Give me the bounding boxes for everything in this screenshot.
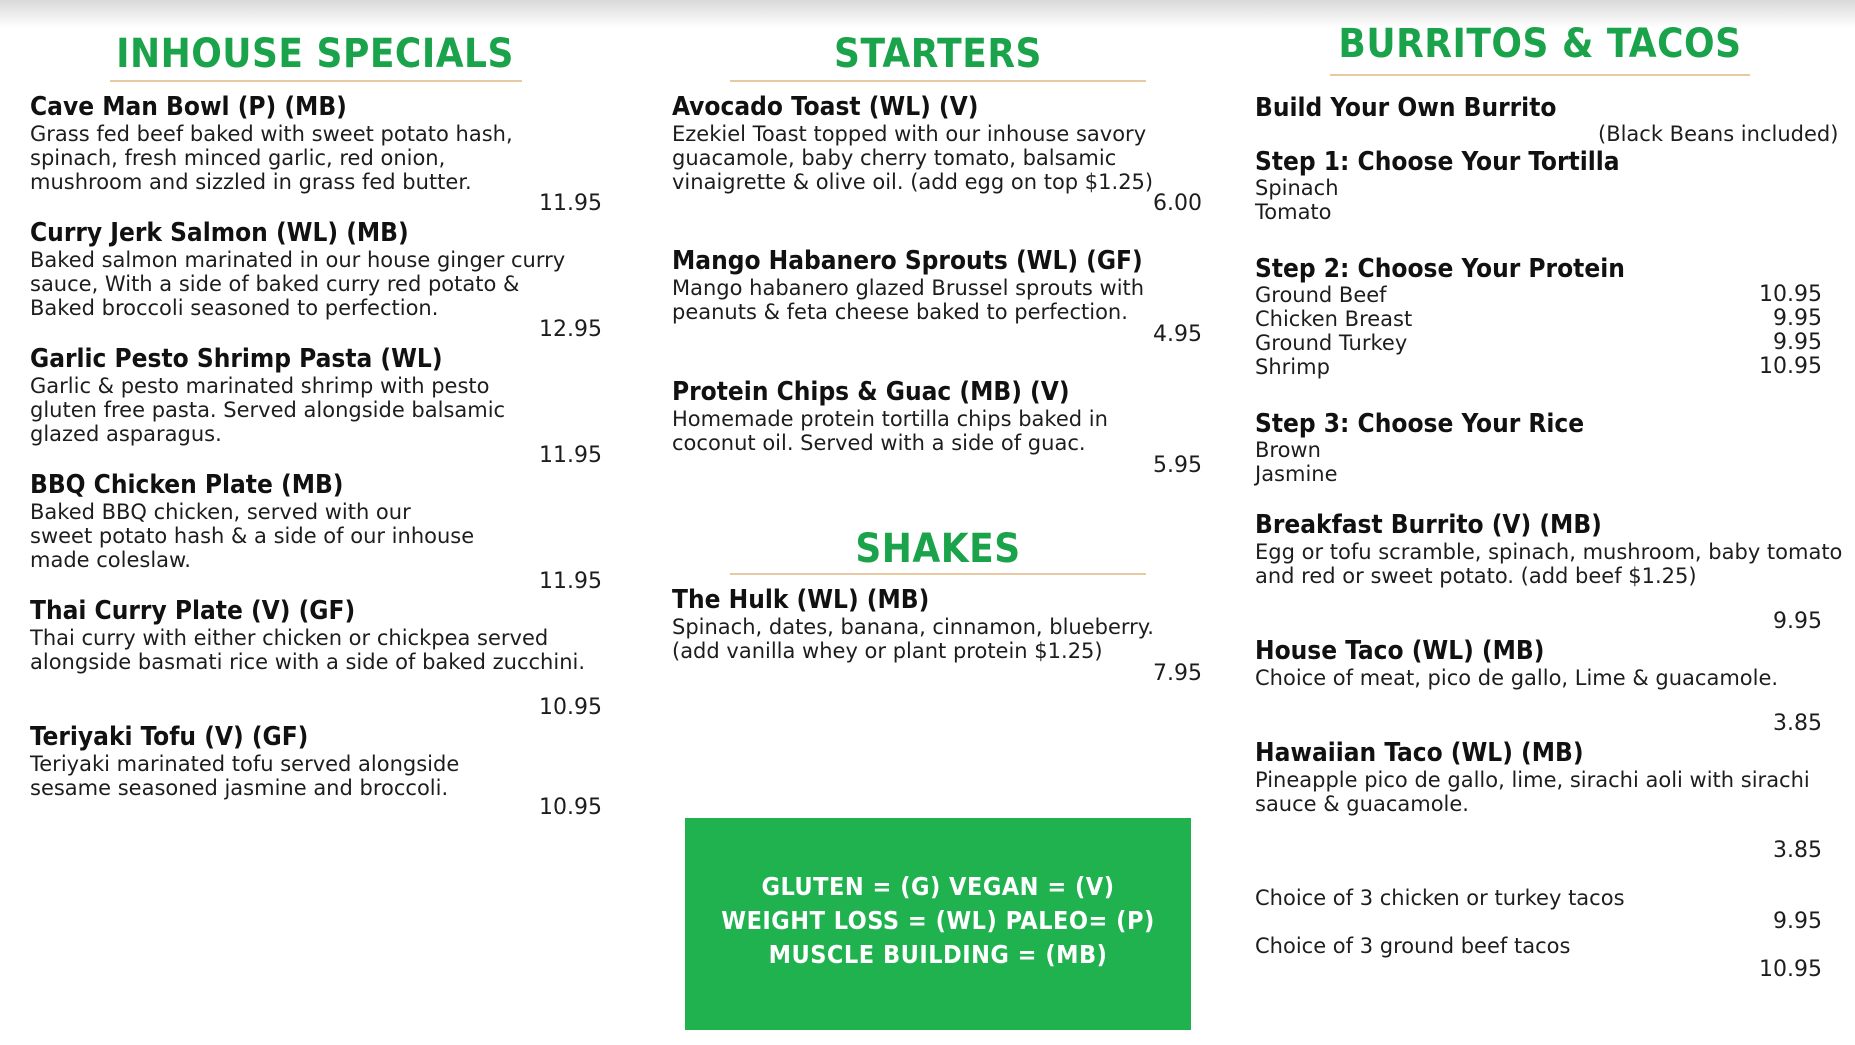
item-price: 11.95 <box>539 569 602 594</box>
menu-item-mango-habanero-sprouts <box>672 246 1144 324</box>
item-description: Teriyaki marinated tofu served alongside sesame seasoned jasmine and broccoli. <box>30 752 460 800</box>
menu-item-garlic-pesto-shrimp-pasta <box>30 344 505 446</box>
starters-heading: STARTERS <box>834 31 1042 77</box>
item-price: 12.95 <box>539 317 602 342</box>
item-price: 11.95 <box>539 191 602 216</box>
item-price: 6.00 <box>1153 191 1202 216</box>
combo-ground-beef-tacos: Choice of 3 ground beef tacos <box>1255 934 1571 958</box>
rice-option-brown: Brown <box>1255 438 1321 462</box>
inhouse-specials-rule <box>110 80 522 82</box>
menu-item-avocado-toast <box>672 92 1153 194</box>
menu-item-the-hulk <box>672 585 1154 663</box>
protein-price-ground-beef: 10.95 <box>1759 282 1822 307</box>
step-1-title: Step 1: Choose Your Tortilla <box>1255 147 1620 177</box>
menu-item-teriyaki-tofu <box>30 722 459 800</box>
tortilla-option-tomato: Tomato <box>1255 200 1332 224</box>
menu-item-cave-man-bowl <box>30 92 513 194</box>
item-description: Thai curry with either chicken or chickpea served alongside basmati rice with a side of baked zucchini. <box>30 626 586 674</box>
item-description: Egg or tofu scramble, spinach, mushroom, baby tomato and red or sweet potato. (add beef $1.25) <box>1255 540 1843 588</box>
protein-option-chicken-breast: Chicken Breast <box>1255 307 1413 331</box>
item-name: Hawaiian Taco (WL) (MB) <box>1255 738 1584 768</box>
item-description: Choice of meat, pico de gallo, Lime & guacamole. <box>1255 666 1779 690</box>
starters-rule <box>730 80 1146 82</box>
item-name: The Hulk (WL) (MB) <box>672 585 930 615</box>
protein-price-chicken-breast: 9.95 <box>1773 306 1822 331</box>
item-name: House Taco (WL) (MB) <box>1255 636 1545 666</box>
step-3-title: Step 3: Choose Your Rice <box>1255 409 1585 439</box>
legend-line-2: WEIGHT LOSS = (WL) PALEO= (P) <box>721 906 1155 935</box>
rice-option-jasmine: Jasmine <box>1255 462 1338 486</box>
menu-item-curry-jerk-salmon <box>30 218 565 320</box>
burritos-tacos-rule <box>1330 74 1750 76</box>
tortilla-option-spinach: Spinach <box>1255 176 1339 200</box>
item-name: Cave Man Bowl (P) (MB) <box>30 92 347 122</box>
item-price: 5.95 <box>1153 453 1202 478</box>
item-name: BBQ Chicken Plate (MB) <box>30 470 344 500</box>
black-beans-note: (Black Beans included) <box>1598 122 1839 146</box>
combo-price-chicken-turkey-tacos: 9.95 <box>1773 909 1822 934</box>
item-name: Protein Chips & Guac (MB) (V) <box>672 377 1070 407</box>
item-price: 4.95 <box>1153 322 1202 347</box>
item-description: Ezekiel Toast topped with our inhouse savory guacamole, baby cherry tomato, balsamic vinaigrette & olive oil. (add egg on top $1.25) <box>672 122 1154 194</box>
step-2-title: Step 2: Choose Your Protein <box>1255 254 1625 284</box>
burritos-tacos-heading: BURRITOS & TACOS <box>1338 21 1742 67</box>
shakes-rule <box>730 573 1146 575</box>
protein-option-ground-turkey: Ground Turkey <box>1255 331 1408 355</box>
item-description: Grass fed beef baked with sweet potato hash, spinach, fresh minced garlic, red onion, mushroom and sizzled in grass fed butter. <box>30 122 513 194</box>
item-name: Mango Habanero Sprouts (WL) (GF) <box>672 246 1143 276</box>
combo-price-ground-beef-tacos: 10.95 <box>1759 957 1822 982</box>
menu-item-bbq-chicken-plate <box>30 470 474 572</box>
menu-item-breakfast-burrito <box>1255 510 1842 588</box>
item-name: Teriyaki Tofu (V) (GF) <box>30 722 309 752</box>
protein-price-ground-turkey: 9.95 <box>1773 330 1822 355</box>
item-price: 3.85 <box>1773 711 1822 736</box>
item-name: Curry Jerk Salmon (WL) (MB) <box>30 218 409 248</box>
item-description: Spinach, dates, banana, cinnamon, blueberry. (add vanilla whey or plant protein $1.25) <box>672 615 1154 663</box>
protein-option-ground-beef: Ground Beef <box>1255 283 1387 307</box>
dietary-legend-box <box>685 818 1191 1030</box>
menu-item-hawaiian-taco <box>1255 738 1810 816</box>
legend-line-3: MUSCLE BUILDING = (MB) <box>768 940 1108 969</box>
item-price: 10.95 <box>539 795 602 820</box>
item-price: 11.95 <box>539 443 602 468</box>
item-name: Breakfast Burrito (V) (MB) <box>1255 510 1602 540</box>
combo-chicken-turkey-tacos: Choice of 3 chicken or turkey tacos <box>1255 886 1625 910</box>
menu-item-thai-curry-plate <box>30 596 585 674</box>
protein-option-shrimp: Shrimp <box>1255 355 1330 379</box>
item-description: Homemade protein tortilla chips baked in coconut oil. Served with a side of guac. <box>672 407 1108 455</box>
item-name: Garlic Pesto Shrimp Pasta (WL) <box>30 344 443 374</box>
item-name: Thai Curry Plate (V) (GF) <box>30 596 356 626</box>
item-price: 3.85 <box>1773 838 1822 863</box>
legend-line-1: GLUTEN = (G) VEGAN = (V) <box>761 872 1115 901</box>
item-description: Baked salmon marinated in our house ginger curry sauce, With a side of baked curry red potato & Baked broccoli seasoned to perfection. <box>30 248 566 320</box>
shakes-heading: SHAKES <box>855 526 1021 572</box>
menu-item-protein-chips-guac <box>672 377 1108 455</box>
item-description: Pineapple pico de gallo, lime, sirachi aoli with sirachi sauce & guacamole. <box>1255 768 1810 816</box>
item-description: Baked BBQ chicken, served with our sweet potato hash & a side of our inhouse made coleslaw. <box>30 500 475 572</box>
protein-price-shrimp: 10.95 <box>1759 354 1822 379</box>
item-price: 10.95 <box>539 695 602 720</box>
item-price: 7.95 <box>1153 661 1202 686</box>
item-description: Garlic & pesto marinated shrimp with pesto gluten free pasta. Served alongside balsamic glazed asparagus. <box>30 374 506 446</box>
menu-item-house-taco <box>1255 636 1778 690</box>
item-price: 9.95 <box>1773 609 1822 634</box>
inhouse-specials-heading: INHOUSE SPECIALS <box>116 31 514 77</box>
build-your-own-burrito-title: Build Your Own Burrito <box>1255 93 1557 123</box>
item-description: Mango habanero glazed Brussel sprouts with peanuts & feta cheese baked to perfection. <box>672 276 1145 324</box>
item-name: Avocado Toast (WL) (V) <box>672 92 979 122</box>
